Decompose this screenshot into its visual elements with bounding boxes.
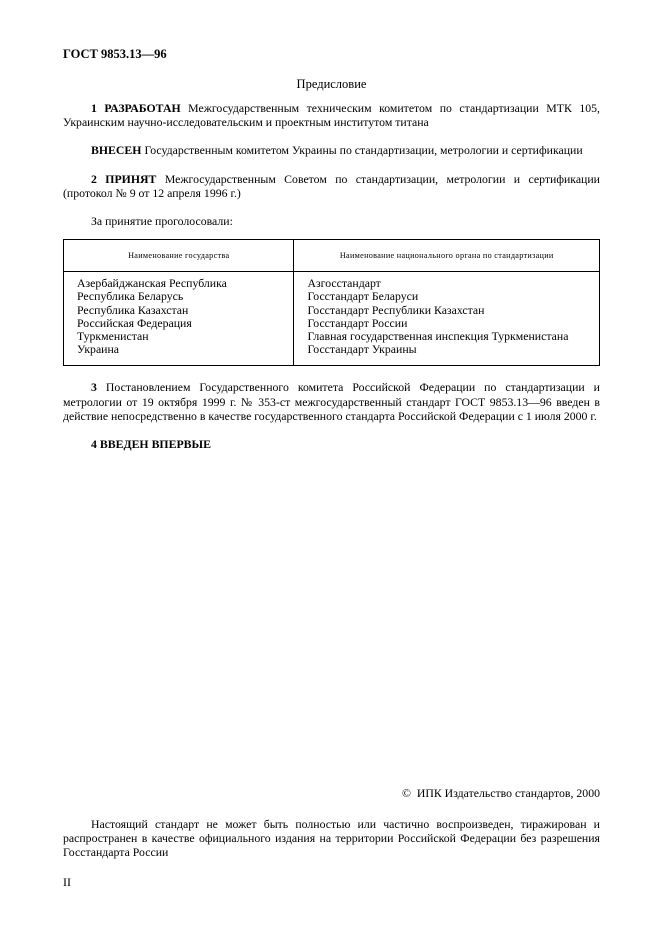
column-header-org: Наименование национального органа по стандартизации [294, 240, 600, 272]
paragraph-developed-lead: 1 РАЗРАБОТАН [91, 101, 181, 115]
page-number: II [63, 874, 71, 889]
column-header-country: Наименование государства [64, 240, 294, 272]
paragraph-developed [63, 101, 600, 129]
cell-org: Госстандарт Беларуси [307, 289, 419, 304]
table-header-row [64, 240, 600, 272]
page-title: Предисловие [296, 77, 367, 91]
cell-org: Азгосстандарт [307, 276, 381, 291]
paragraph-adopted-lead: 2 ПРИНЯТ [91, 171, 157, 186]
disclaimer: Настоящий стандарт не может быть полностью или частично воспроизведен, тиражирован и распространен в качестве официального издания на территории Российской Федерации без разрешения Госстандарта России [63, 817, 600, 860]
cell-country: Республика Казахстан [64, 304, 294, 317]
paragraph-enacted-text: Постановлением Государственного комитета Российской Федерации по стандартизации и метрологии от 19 октября 1999 г. № 353-ст межгосударственный стандарт ГОСТ 9853.13—96 введен в действие непосредственно в качестве государственного стандарта Российской Федерации с 1 июля 2000 г. [63, 380, 600, 423]
paragraph-adopted-text: Межгосударственным Советом по стандартизации, метрологии и сертификации (протокол № 9 от 12 апреля 1996 г.) [63, 171, 600, 200]
paragraph-developed-text: Межгосударственным техническим комитетом по стандартизации МТК 105, Украинским научно-исследовательским и проектным институтом титана [63, 101, 600, 130]
cell-org: Госстандарт Республики Казахстан [307, 302, 485, 317]
cell-country: Украина [64, 343, 294, 366]
copyright-notice: © ИПК Издательство стандартов, 2000 [401, 786, 600, 800]
cell-country: Российская Федерация [64, 317, 294, 330]
paragraph-submitted-lead: ВНЕСЕН [91, 143, 142, 158]
vote-table [63, 239, 600, 366]
cell-country: Азербайджанская Республика [64, 272, 294, 291]
paragraph-introduced: 4 ВВЕДЕН ВПЕРВЫЕ [91, 437, 212, 452]
cell-country: Республика Беларусь [64, 290, 294, 303]
cell-org: Главная государственная инспекция Туркменистана [307, 329, 569, 344]
paragraph-submitted [63, 143, 600, 157]
cell-country: Туркменистан [64, 330, 294, 343]
table-row [64, 290, 600, 303]
cell-org: Госстандарт России [307, 315, 408, 330]
paragraph-submitted-text: Государственным комитетом Украины по стандартизации, метрологии и сертификации [144, 143, 583, 158]
paragraph-adopted [63, 172, 600, 200]
paragraph-enacted-lead: 3 [91, 380, 97, 395]
doc-number: ГОСТ 9853.13—96 [63, 47, 167, 61]
vote-intro: За принятие проголосовали: [91, 214, 233, 229]
cell-org: Госстандарт Украины [307, 342, 417, 357]
table-row [64, 304, 600, 317]
paragraph-enacted [63, 380, 600, 423]
page-content [0, 0, 661, 451]
table-row [64, 272, 600, 291]
table-row [64, 343, 600, 366]
page-footer [63, 786, 600, 890]
